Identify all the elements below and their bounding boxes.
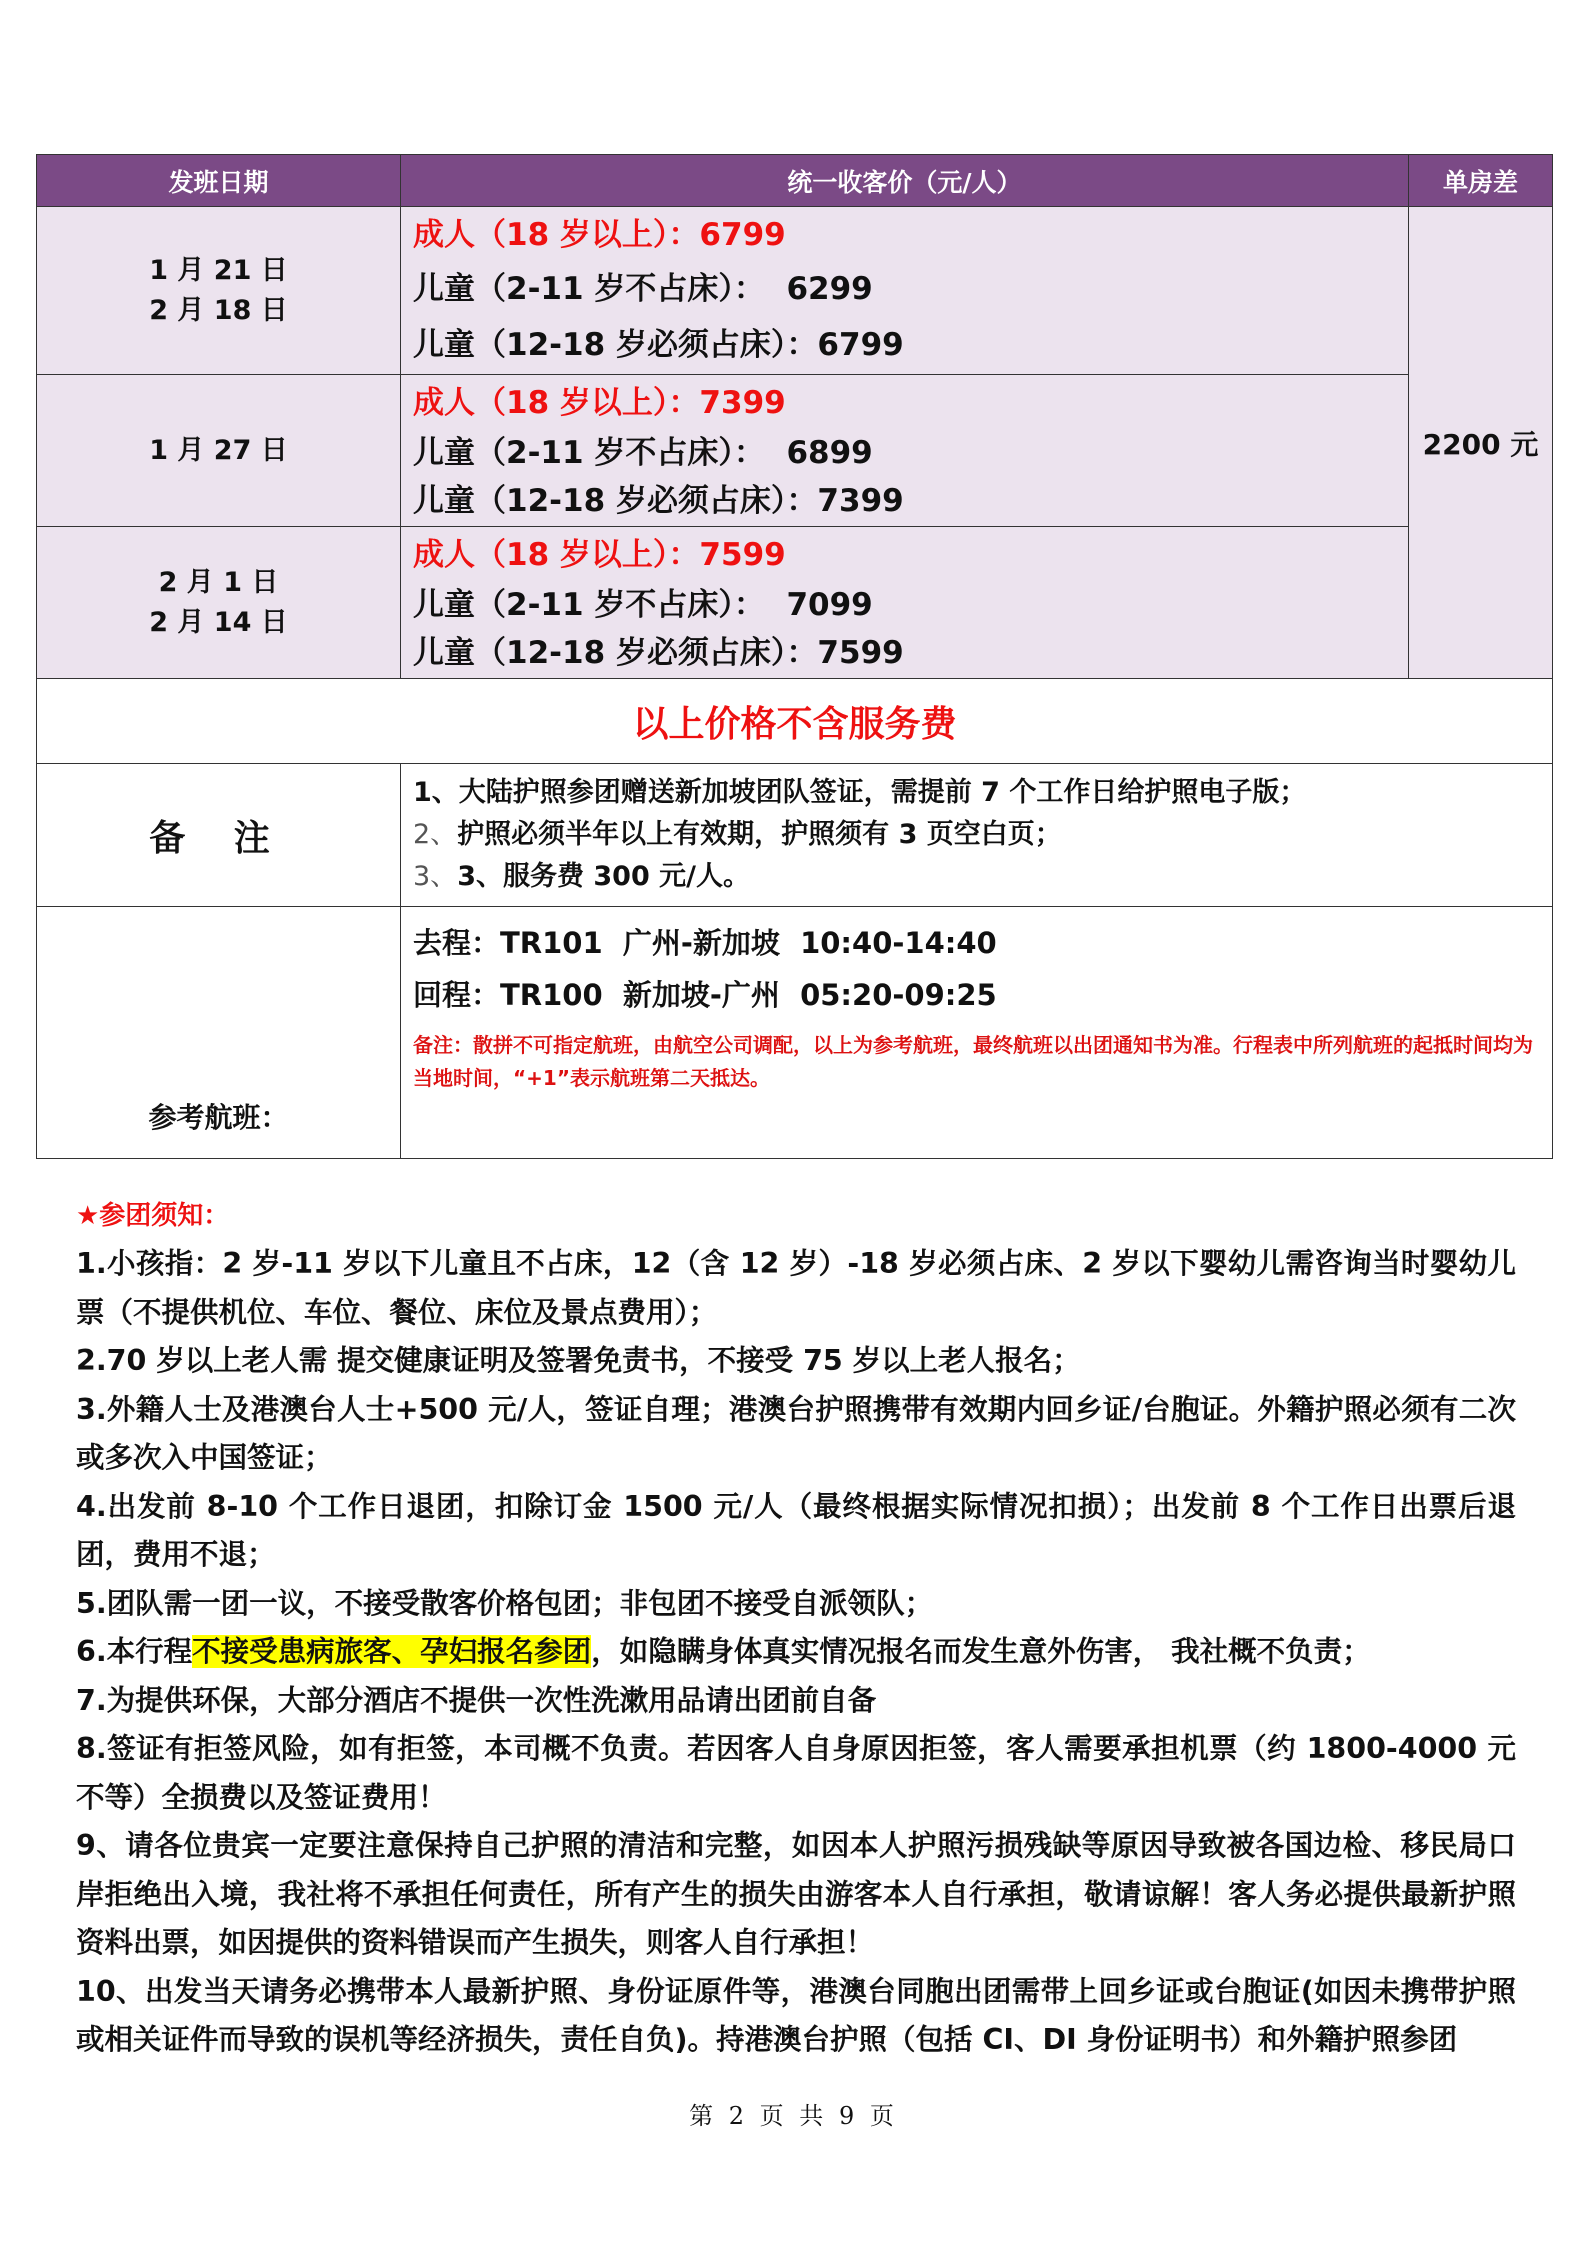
service-fee-notice-row xyxy=(37,679,1553,764)
note-item: 5.团队需一团一议，不接受散客价格包团；非包团不接受自派领队； xyxy=(76,1586,934,1620)
departure-dates xyxy=(37,527,401,679)
service-fee-notice: 以上价格不含服务费 xyxy=(37,679,1553,764)
note-text: 6.本行程 xyxy=(76,1635,193,1668)
return-flight: 回程：TR100 新加坡-广州 05:20-09:25 xyxy=(413,978,997,1012)
price-list xyxy=(401,375,1409,527)
remarks-row xyxy=(37,764,1553,907)
price-list xyxy=(401,527,1409,679)
note-item: 1.小孩指：2 岁-11 岁以下儿童且不占床，12（含 12 岁）-18 岁必须占床、2 岁以下婴幼儿需咨询当时婴幼儿票（不提供机位、车位、餐位、床位及景点费用）； xyxy=(76,1247,1516,1329)
remark-number: 3、 xyxy=(413,861,458,892)
note-item: 10、出发当天请务必携带本人最新护照、身份证原件等，港澳台同胞出团需带上回乡证或台胞证(如因未携带护照或相关证件而导致的误机等经济损失，责任自负)。持港澳台护照（包括 CI、DI 身份证明书）和外籍护照参团 xyxy=(76,1974,1516,2056)
note-item: 8.签证有拒签风险，如有拒签，本司概不负责。若因客人自身原因拒签，客人需要承担机票（约 1800-4000 元不等）全损费以及签证费用！ xyxy=(76,1732,1516,1814)
remark-item xyxy=(413,814,1540,856)
header-price: 统一收客价（元/人） xyxy=(401,155,1409,207)
departure-date: 2 月 14 日 xyxy=(149,606,288,638)
flights-row xyxy=(37,907,1553,1159)
child-price-no-bed: 儿童（2-11 岁不占床）： 6299 xyxy=(413,270,873,307)
page-number-footer: 第 2 页 共 9 页 xyxy=(689,2102,898,2130)
flights-info xyxy=(401,907,1553,1159)
adult-price: 成人（18 岁以上）：7399 xyxy=(413,384,786,421)
outbound-flight: 去程：TR101 广州-新加坡 10:40-14:40 xyxy=(413,926,997,960)
note-item xyxy=(76,1628,1516,1677)
flights-label: 参考航班： xyxy=(37,907,401,1159)
price-list xyxy=(401,207,1409,375)
departure-date: 1 月 27 日 xyxy=(149,434,288,466)
remark-number: 2、 xyxy=(413,819,458,850)
price-row xyxy=(37,375,1553,527)
child-price-no-bed: 儿童（2-11 岁不占床）： 7099 xyxy=(413,586,873,623)
remarks-list xyxy=(401,764,1553,907)
remark-text: 3、服务费 300 元/人。 xyxy=(457,861,750,892)
departure-dates xyxy=(37,207,401,375)
departure-date: 1 月 21 日 xyxy=(149,254,288,286)
note-item: 3.外籍人士及港澳台人士+500 元/人，签证自理；港澳台护照携带有效期内回乡证/台胞证。外籍护照必须有二次或多次入中国签证； xyxy=(76,1392,1516,1474)
flight-note: 备注：散拼不可指定航班，由航空公司调配，以上为参考航班，最终航班以出团通知书为准。行程表中所列航班的起抵时间均为当地时间，“+1”表示航班第二天抵达。 xyxy=(413,1033,1533,1090)
note-item: 9、请各位贵宾一定要注意保持自己护照的清洁和完整，如因本人护照污损残缺等原因导致被各国边检、移民局口岸拒绝出入境，我社将不承担任何责任，所有产生的损失由游客本人自行承担，敬请谅解！客人务必提供最新护照资料出票，如因提供的资料错误而产生损失，则客人自行承担！ xyxy=(76,1829,1516,1959)
adult-price: 成人（18 岁以上）：7599 xyxy=(413,536,786,573)
price-table xyxy=(36,154,1553,1159)
departure-dates xyxy=(37,375,401,527)
departure-date: 2 月 18 日 xyxy=(149,294,288,326)
note-text: ，如隐瞒身体真实情况报名而发生意外伤害， 我社概不负责； xyxy=(591,1635,1371,1668)
adult-price: 成人（18 岁以上）：6799 xyxy=(413,216,786,253)
departure-date: 2 月 1 日 xyxy=(158,566,279,598)
remarks-label: 备 注 xyxy=(37,764,401,907)
child-price-with-bed: 儿童（12-18 岁必须占床）：6799 xyxy=(413,326,904,363)
price-row xyxy=(37,527,1553,679)
child-price-no-bed: 儿童（2-11 岁不占床）： 6899 xyxy=(413,434,873,471)
note-item: 2.70 岁以上老人需 提交健康证明及签署免责书，不接受 75 岁以上老人报名； xyxy=(76,1344,1081,1377)
single-supplement: 2200 元 xyxy=(1409,207,1553,679)
child-price-with-bed: 儿童（12-18 岁必须占床）：7599 xyxy=(413,634,904,671)
header-date: 发班日期 xyxy=(37,155,401,207)
remark-item xyxy=(413,856,1540,898)
price-row xyxy=(37,207,1553,375)
remark-item xyxy=(413,772,1540,814)
highlighted-text: 不接受患病旅客、孕妇报名参团 xyxy=(192,1635,592,1668)
note-item: 4.出发前 8-10 个工作日退团，扣除订金 1500 元/人（最终根据实际情况扣损）；出发前 8 个工作日出票后退团，费用不退； xyxy=(76,1489,1516,1571)
remark-text: 1、大陆护照参团赠送新加坡团队签证，需提前 7 个工作日给护照电子版； xyxy=(413,777,1307,808)
child-price-with-bed: 儿童（12-18 岁必须占床）：7399 xyxy=(413,482,904,519)
remark-text: 护照必须半年以上有效期，护照须有 3 页空白页； xyxy=(457,819,1062,850)
note-item: 7.为提供环保，大部分酒店不提供一次性洗漱用品请出团前自备 xyxy=(76,1683,877,1717)
header-single-supplement: 单房差 xyxy=(1409,155,1553,207)
participation-notes xyxy=(76,1192,1516,2065)
price-table-header xyxy=(37,155,1553,207)
notes-title: ★参团须知： xyxy=(76,1201,230,1231)
